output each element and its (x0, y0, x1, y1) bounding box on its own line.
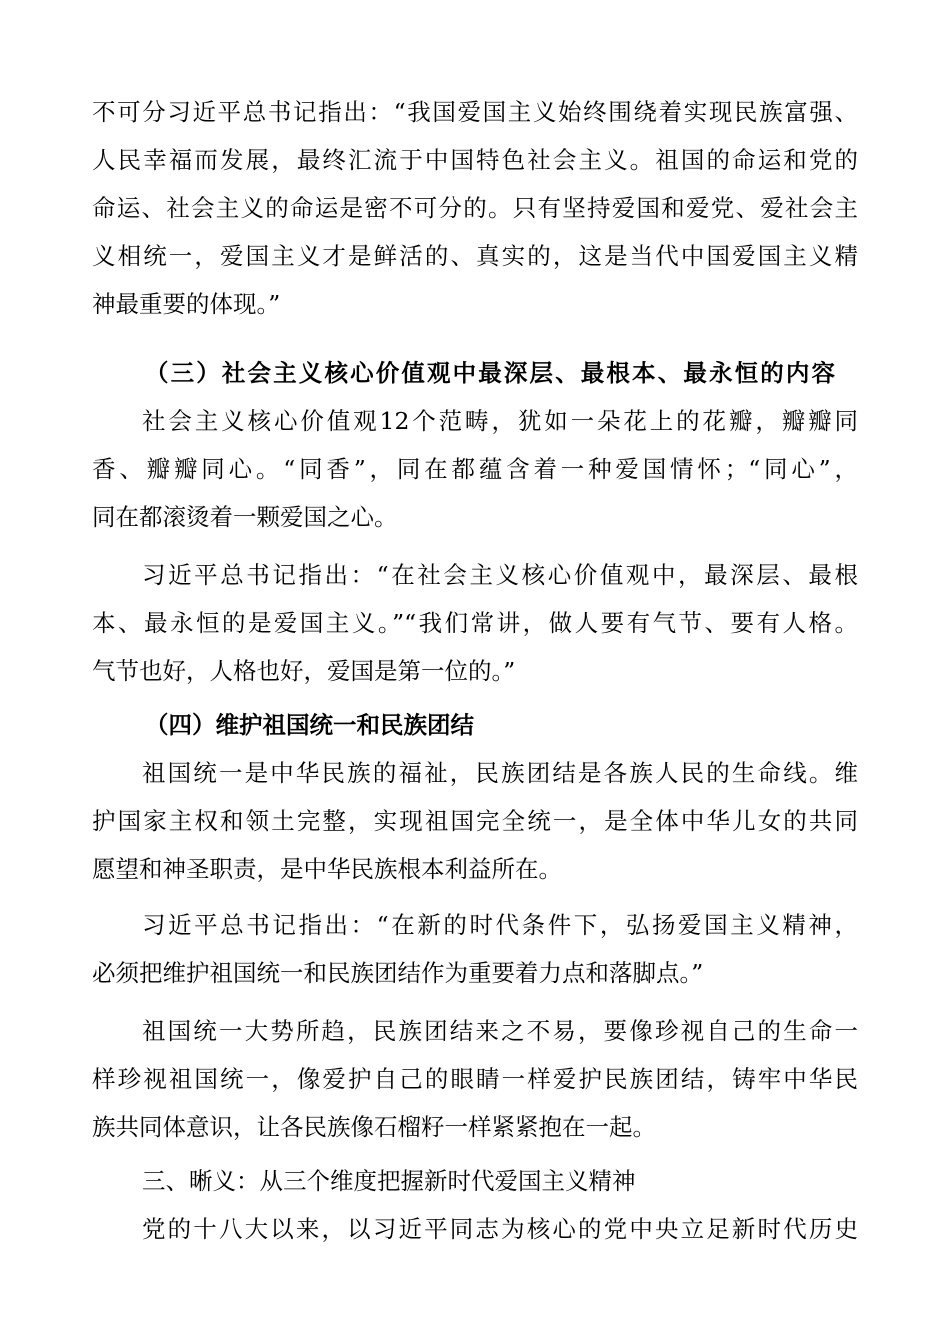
text-line: 必须把维护祖国统一和民族团结作为重要着力点和落脚点。” (92, 959, 704, 987)
section-heading-part-3: 三、晰义：从三个维度把握新时代爱国主义精神 (142, 1167, 636, 1195)
text-line: 习近平总书记指出：“在新的时代条件下，弘扬爱国主义精神， (142, 911, 858, 939)
text-line: 祖国统一是中华民族的福祉，民族团结是各族人民的生命线。维 (142, 759, 858, 787)
text-line: 本、最永恒的是爱国主义。”“我们常讲，做人要有气节、要有人格。 (92, 609, 858, 637)
section-heading-4: （四）维护祖国统一和民族团结 (145, 711, 474, 739)
text-line: 义相统一，爱国主义才是鲜活的、真实的，这是当代中国爱国主义精 (92, 242, 858, 270)
text-line: 气节也好，人格也好，爱国是第一位的。” (92, 657, 516, 685)
text-line: 祖国统一大势所趋，民族团结来之不易，要像珍视自己的生命一 (142, 1017, 858, 1045)
text-line: 神最重要的体现。” (92, 290, 281, 318)
text-line: 香、瓣瓣同心。“同香”，同在都蕴含着一种爱国情怀；“同心”， (92, 455, 858, 483)
text-line: 族共同体意识，让各民族像石榴籽一样紧紧抱在一起。 (92, 1113, 656, 1141)
text-line: 愿望和神圣职责，是中华民族根本利益所在。 (92, 855, 562, 883)
text-line: 社会主义核心价值观12个范畴，犹如一朵花上的花瓣，瓣瓣同 (142, 407, 858, 435)
text-line: 护国家主权和领土完整，实现祖国完全统一，是全体中华儿女的共同 (92, 807, 858, 835)
text-line: 样珍视祖国统一，像爱护自己的眼睛一样爱护民族团结，铸牢中华民 (92, 1065, 858, 1093)
text-line: 不可分习近平总书记指出：“我国爱国主义始终围绕着实现民族富强、 (92, 98, 858, 126)
text-line: 同在都滚烫着一颗爱国之心。 (92, 503, 398, 531)
text-line: 人民幸福而发展，最终汇流于中国特色社会主义。祖国的命运和党的 (92, 146, 858, 174)
text-line: 党的十八大以来，以习近平同志为核心的党中央立足新时代历史 (142, 1215, 858, 1243)
text-line: 命运、社会主义的命运是密不可分的。只有坚持爱国和爱党、爱社会主 (92, 194, 858, 222)
section-heading-3: （三）社会主义核心价值观中最深层、最根本、最永恒的内容 (145, 359, 835, 387)
text-line: 习近平总书记指出：“在社会主义核心价值观中，最深层、最根 (142, 561, 858, 589)
